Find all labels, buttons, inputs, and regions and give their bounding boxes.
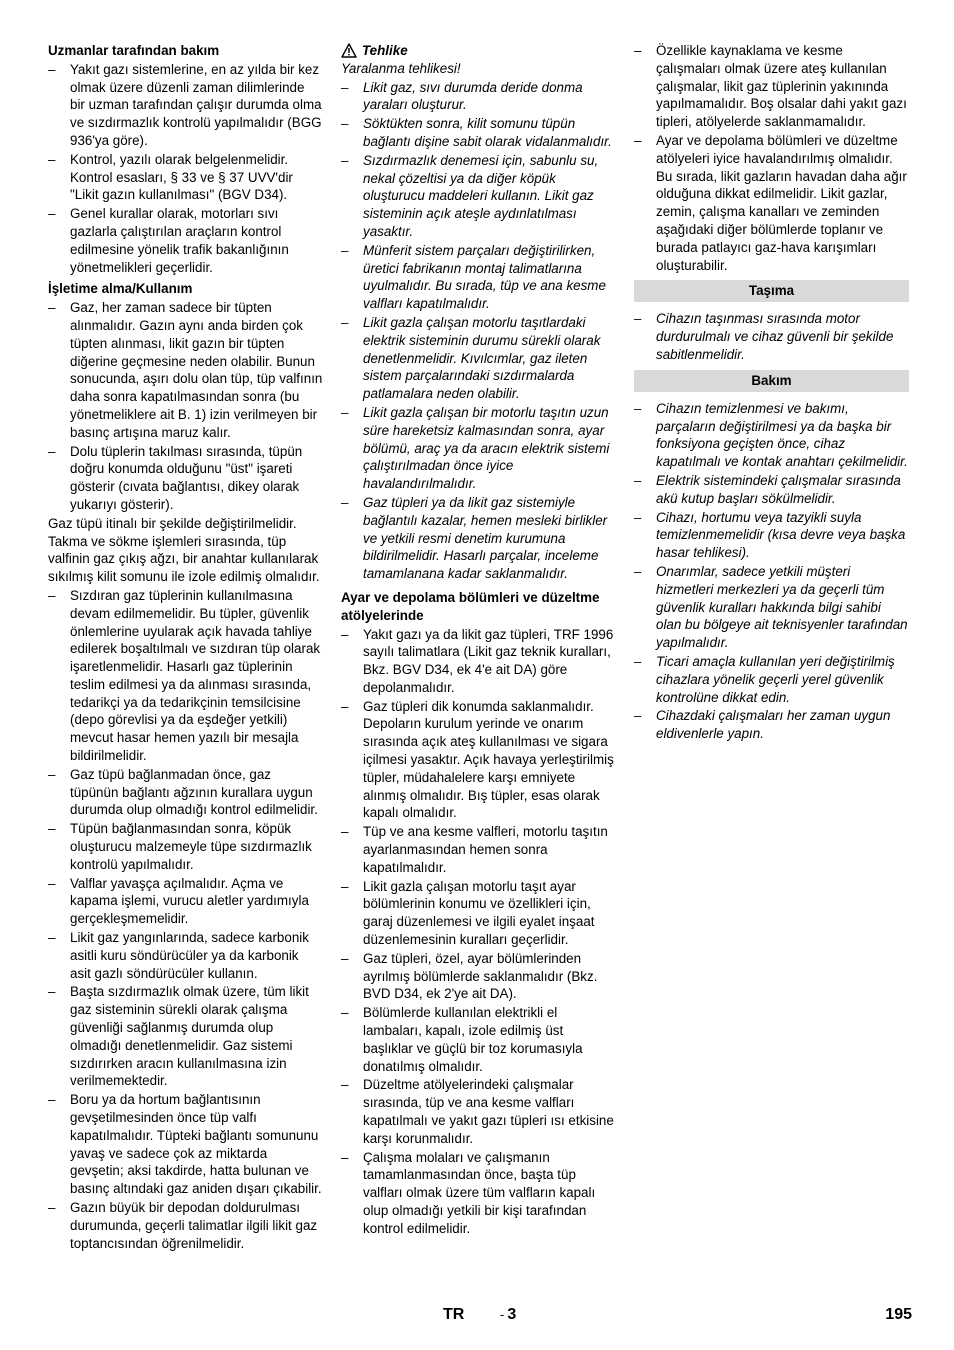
storage-list xyxy=(341,626,616,1238)
list-item: – Ayar ve depolama bölümleri ve düzeltme atölyeleri iyice havalandırılmış olmalıdır. Bu sırada, likit gazların havadan daha ağır olduğuna dikkat edilmelidir. Likit gazlar, zemin, çalışma kanalları ve zeminden aşağıdaki diğer bölümlerde toplanır ve burada patlayıcı gaz-hava karışımları oluşturabilir. xyxy=(634,132,909,274)
expert-maintenance-list xyxy=(48,61,323,277)
page-number: 195 xyxy=(885,1306,912,1323)
list-item: – Elektrik sistemindeki çalışmalar sırasında akü kutup başları sökülmelidir. xyxy=(634,472,909,508)
page-footer xyxy=(0,1306,954,1330)
list-item: – Özellikle kaynaklama ve kesme çalışmaları olmak üzere ateş kullanılan çalışmalar, likit gaz tüplerinin yakınında yapılmamalıdır. Boş olsalar dahi yakıt gazı tipleri, atölyelerde saklanmamalıdır. xyxy=(634,42,909,131)
list-item: – Likit gazla çalışan motorlu taşıtlardaki elektrik sisteminin durumu sürekli olarak denetlenmelidir. Kıvılcımlar, gaz ileten sistem parçalarındaki sızdırmalarda patlamalara neden olabilir. xyxy=(341,314,616,403)
section-bar-maintenance: Bakım xyxy=(634,370,909,392)
list-item: – Düzeltme atölyelerindeki çalışmalar sırasında, tüp ve ana kesme valfları kapatılmalı ve yakıt gazı tüpleri ısı etkisine karşı korunmalıdır. xyxy=(341,1076,616,1147)
list-item: – Münferit sistem parçaları değiştirilirken, üretici fabrikanın montaj talimatlarına uyulmalıdır. Bu sırada, tüp ve ana kesme valfları kapatılmalıdır. xyxy=(341,242,616,313)
operation-list xyxy=(48,299,323,514)
sub-page-number: 3 xyxy=(507,1306,517,1323)
transport-list xyxy=(634,310,909,363)
list-item: – Kontrol, yazılı olarak belgelenmelidir. Kontrol esasları, § 33 ve § 37 UVV'dir "Likit gazın kullanılması" (BGV D34). xyxy=(48,151,323,204)
sub-page-indicator xyxy=(500,1306,516,1324)
list-item: – Tüpün bağlanmasından sonra, köpük oluşturucu malzemeyle tüpe sızdırmazlık kontrolü yapılmalıdır. xyxy=(48,820,323,873)
danger-title: Tehlike xyxy=(362,43,408,58)
list-item: – Onarımlar, sadece yetkili müşteri hizmetleri merkezleri ya da geçerli tüm güvenlik kuralları hakkında bilgi sahibi olan bu bölgeye ait teknisyenler tarafından yapılmalıdır. xyxy=(634,563,909,652)
section-heading-storage: Ayar ve depolama bölümleri ve düzeltme atölyelerinde xyxy=(341,589,600,623)
list-item: – Cihazın taşınması sırasında motor durdurulmalı ve cihaz güvenli bir şekilde sabitlenmelidir. xyxy=(634,310,909,363)
list-item: – Gaz tüpleri, özel, ayar bölümlerinden ayrılmış bölümlerde saklanmalıdır (Bkz. BVD D34, ek 2'ye ait DA). xyxy=(341,950,616,1003)
maintenance-list xyxy=(634,400,909,743)
section-bar-transport: Taşıma xyxy=(634,280,909,302)
danger-heading xyxy=(341,42,616,60)
danger-subtitle: Yaralanma tehlikesi! xyxy=(341,60,461,76)
storage-list-continued xyxy=(634,42,909,274)
list-item: – Likit gaz yangınlarında, sadece karbonik asitli kuru söndürücüler ya da karbonik asit gazlı söndürücüler kullanın. xyxy=(48,929,323,982)
list-item: – Tüp ve ana kesme valfleri, motorlu taşıtın ayarlanmasından hemen sonra kapatılmalıdır. xyxy=(341,823,616,876)
cylinder-handling-list xyxy=(48,587,323,1252)
list-item: – Cihazı, hortumu veya tazyikli suyla temizlenmemelidir (kısa devre veya başka hasar tehlikesi). xyxy=(634,509,909,562)
section-heading-expert-maintenance: Uzmanlar tarafından bakım xyxy=(48,43,220,58)
section-heading-operation: İşletime alma/Kullanım xyxy=(48,281,193,297)
list-item: – Likit gazla çalışan motorlu taşıt ayar bölümlerinin konumu ve özellikleri için, garaj düzenlemesi ve ilgili eyalet inşaat düzenlemesinin kuralları geçerlidir. xyxy=(341,878,616,949)
list-item: – Cihazın temizlenmesi ve bakımı, parçaların değiştirilmesi ya da başka bir fonksiyona geçişten önce, cihaz kapatılmalı ve kontak anahtarı çekilmelidir. xyxy=(634,400,909,471)
column-3 xyxy=(634,42,909,744)
list-item: – Sızdırmazlık denemesi için, sabunlu su, nekal çözeltisi ya da diğer köpük oluşturucu maddeleri kullanın. Likit gaz sisteminin açık ateşle aydınlatılması yasaktır. xyxy=(341,152,616,241)
list-item: – Likit gaz, sıvı durumda deride donma yaraları oluşturur. xyxy=(341,79,616,115)
list-item: – Gazın büyük bir depodan doldurulması durumunda, geçerli talimatlar ilgili likit gaz toptancısından öğrenilmelidir. xyxy=(48,1199,323,1252)
list-item: – Sızdıran gaz tüplerinin kullanılmasına devam edilmemelidir. Bu tüpler, güvenlik önlemlerine uyularak açık havada tahliye edilerek boşaltılmalı ve sızdıran tüp olarak işaretlenmelidir. Hasarlı gaz tüplerinin teslim edilmesi ya da alınması sırasında, tedarikçi ya da tedarikçinin temsilcisine (depo görevlisi ya da eşdeğer yetkili) mevcut hasar hemen yazılı bir mesajla bildirilmelidir. xyxy=(48,587,323,765)
warning-triangle-icon xyxy=(341,43,357,58)
list-item: – Çalışma molaları ve çalışmanın tamamlanmasından önce, başta tüp valfları olmak üzere tüm valfların kapalı olup olmadığı yetkili bir kişi tarafından kontrol edilmelidir. xyxy=(341,1149,616,1238)
list-item: – Gaz, her zaman sadece bir tüpten alınmalıdır. Gazın aynı anda birden çok tüpten alınması, likit gazın bir tüpten diğerine geçmesine neden olabilir. Bunun sonucunda, aşırı dolu olan tüp, tüp valfının daha sonra kapatılmasından sonra (bu yönetmeliklere ait B. 1) izin verilmeyen bir basınç artışına maruz kalır. xyxy=(48,299,323,441)
language-code: TR xyxy=(443,1306,465,1323)
list-item: – Gaz tüpü bağlanmadan önce, gaz tüpünün bağlantı ağzının kurallara uygun durumda olup olmadığı kontrol edilmelidir. xyxy=(48,766,323,819)
list-item: – Valflar yavaşça açılmalıdır. Açma ve kapama işlemi, vurucu aletler yardımıyla gerçekleşmemelidir. xyxy=(48,875,323,928)
list-item: – Bölümlerde kullanılan elektrikli el lambaları, kapalı, izole edilmiş üst başlıklar ve güçlü bir toz korumasıyla donatılmış olmalıdır. xyxy=(341,1004,616,1075)
list-item: – Başta sızdırmazlık olmak üzere, tüm likit gaz sisteminin sürekli olarak çalışma güvenliği sağlanmış durumda olup olmadığı denetlenmelidir. Gaz sistemi sızdırırken aracın kullanılmasına izin verilmemektedir. xyxy=(48,983,323,1090)
list-item: – Söktükten sonra, kilit somunu tüpün bağlantı dişine sabit olarak vidalanmalıdır. xyxy=(341,115,616,151)
column-1 xyxy=(48,42,323,1253)
paragraph-cylinder-change: Gaz tüpü itinalı bir şekilde değiştirilmelidir. Takma ve sökme işlemleri sırasında, tüp valfinin gaz çıkış ağzı, bir anahtar kullanılarak sıkılmış kilit somunu ile izole edilmiş olmalıdır. xyxy=(48,515,320,585)
list-item: – Boru ya da hortum bağlantısının gevşetilmesinden önce tüp valfı kapatılmalıdır. Tüpteki bağlantı somununu yavaş ve sadece çok az miktarda gevşetin; aksi takdirde, hatta bulunan ve basınç altındaki gaz aniden dışarı çıkabilir. xyxy=(48,1091,323,1198)
list-item: – Genel kurallar olarak, motorları sıvı gazlarla çalıştırılan araçların kontrol edilmesine yönelik trafik bakanlığının yönetmelikleri geçerlidir. xyxy=(48,205,323,276)
list-item: – Ticari amaçla kullanılan yeri değiştirilmiş cihazlara yönelik geçerli yerel güvenlik kontrolüne dikkat edin. xyxy=(634,653,909,706)
column-2 xyxy=(341,42,616,1239)
list-item: – Dolu tüplerin takılması sırasında, tüpün doğru konumda olduğunu "üst" işareti gösterir (cıvata bağlantısı, dikey olarak yukarıyı gösterir). xyxy=(48,443,323,514)
list-item: – Yakıt gazı sistemlerine, en az yılda bir kez olmak üzere düzenli zaman dilimlerinde bir uzman tarafından çalışır durumda olma ve sızdırmazlık kontrolü yapılmalıdır (BGG 936'ya göre). xyxy=(48,61,323,150)
list-item: – Likit gazla çalışan bir motorlu taşıtın uzun süre hareketsiz kalmasından sonra, ayar bölümü, araç ya da aracın elektrik sistemi çalıştırılmadan önce iyice havalandırılmalıdır. xyxy=(341,404,616,493)
list-item: – Gaz tüpleri dik konumda saklanmalıdır. Depoların kurulum yerinde ve onarım sırasında açık ateş kullanılması ve sigara içilmesi yasaktır. Açık havaya yerleştirilmiş tüpler, müdahalelere karşı emniyete alınmış olmalıdır. Bış tüpler, esas olarak kapalı olmalıdır. xyxy=(341,698,616,823)
sub-page-dash: - xyxy=(500,1307,505,1322)
list-item: – Yakıt gazı ya da likit gaz tüpleri, TRF 1996 sayılı talimatlara (Likit gaz teknik kuralları, Bkz. BGV D34, ek 4'e ait DA) göre depolanmalıdır. xyxy=(341,626,616,697)
list-item: – Cihazdaki çalışmaları her zaman uygun eldivenlerle yapın. xyxy=(634,707,909,743)
danger-list xyxy=(341,79,616,583)
list-item: – Gaz tüpleri ya da likit gaz sistemiyle bağlantılı kazalar, hemen mesleki birlikler ve yetkili resmi denetim kurumuna bildirilmelidir. Hasarlı parçalar, inceleme tamamlanana kadar saklanmalıdır. xyxy=(341,494,616,583)
